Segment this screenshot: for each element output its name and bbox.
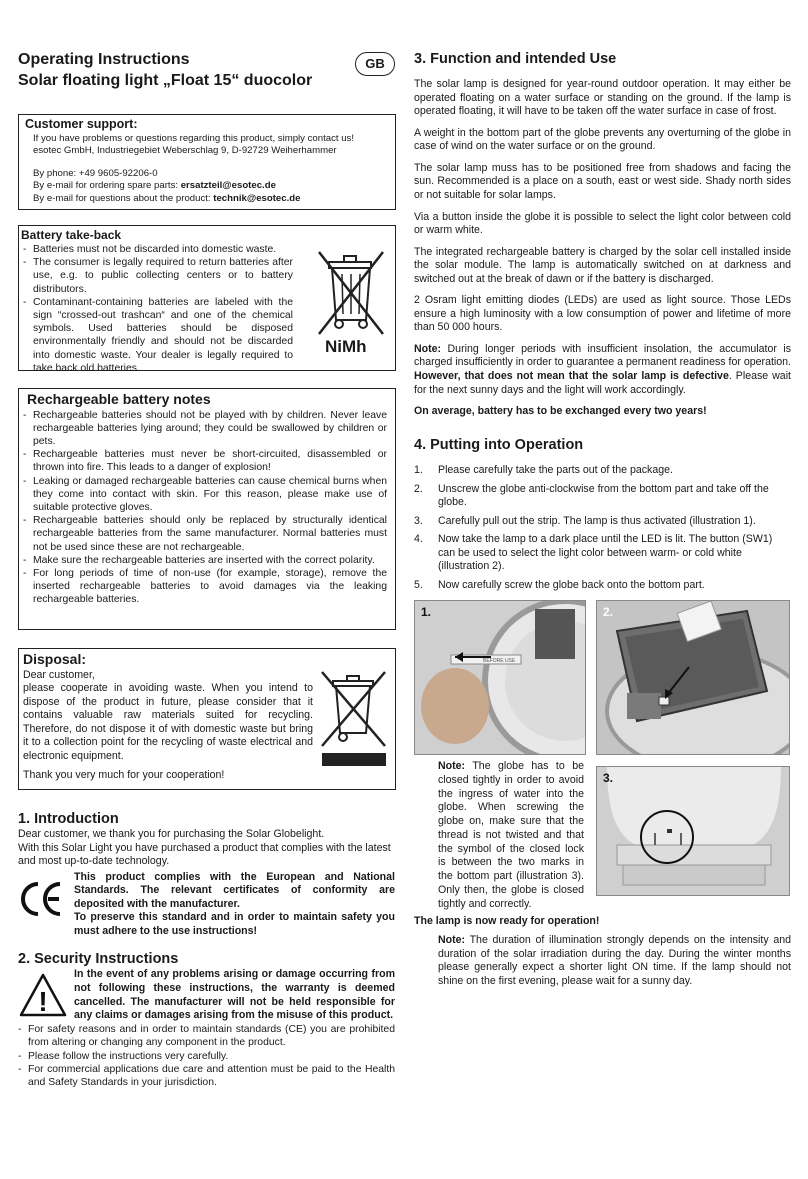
disposal-greeting: Dear customer, [23,668,95,681]
customer-support-heading: Customer support: [25,117,138,131]
email-questions-link[interactable]: technik@esotec.de [213,192,301,204]
function-paragraph: The solar lamp muss has to be positioned free from shadows and facing the sun. Recommended is a place on a south, east or west side. Shady north sides or not suitable for solar lamps. [414,161,791,201]
ce-compliance-text: This product complies with the European and National Standards. The relevant certificates of conformity are deposited with the manufacturer. [74,870,395,910]
rechargeable-heading: Rechargeable battery notes [27,391,211,407]
list-item: 2. Unscrew the globe anti-clockwise from the bottom part and take off the globe. [414,482,769,509]
support-email-questions: By e-mail for questions about the product: technik@esotec.de [33,192,301,204]
security-warning: In the event of any problems arising or damage occurring from not following these instructions, the warranty is deemed cancelled. The manufacturer will not be held responsible for any claims or damages arising from the misuse of this product. [74,968,395,1022]
list-item: - Contaminant-containing batteries are labeled with the sign “crossed-out trashcan“ and one of the chemical symbols. Used batteries should be disposed environmentally friendly and should not be discarded into domestic waste. Your dealer is legally required to take back old batteries. [21,296,293,375]
rechargeable-list [21,409,387,607]
list-item: 1. Please carefully take the parts out of the package. [414,464,673,477]
globe-closing-note: Note: The globe has to be closed tightly in order to avoid the ingress of water into the globe. When screwing the globe on, make sure that the thread is not twisted and that the symbol of the closed lock is between the two marks in the bottom part (illustration 3). Only then, the globe is closed tightly and correctly. [438,760,584,910]
list-item: - Leaking or damaged rechargeable batteries can cause chemical burns when they come into contact with skin. For this reason, please make use of suitable protective gloves. [21,475,387,515]
introduction-p2: With this Solar Light you have purchased a product that complies with the latest and most up-to-date technology. [18,841,391,868]
svg-text:!: ! [38,986,48,1018]
list-item: 5. Now carefully screw the globe back onto the bottom part. [414,578,705,591]
function-section [414,50,791,419]
list-item: - For long periods of time of non-use (for example, storage), remove the inserted rechargeable batteries to avoid damages via the leaking rechargeable batteries. [21,567,387,607]
title-line-1: Operating Instructions [18,51,190,68]
list-item: - For commercial applications due care and attention must be paid to the Health and Safety Standards in your jurisdiction. [16,1063,395,1089]
list-item: 4. Now take the lamp to a dark place until the LED is lit. The button (SW1) can be used to select the light color between warm- or cold white (illustration 2). [414,533,773,573]
disposal-body: please cooperate in avoiding waste. When you intend to dispose of the product in future, please consider that it contains valuable raw materials suited for recycling. Therefore, do not dispose it of with domestic waste but bring it to a collection point for the recycling of waste electrical and electronic equipment. [23,682,313,762]
illustration-1 [414,600,586,755]
illustration-3 [596,766,790,896]
function-paragraph: The solar lamp is designed for year-round outdoor operation. It may either be operated floating on a water surface or standing on the ground. If the lamp is operated floating, it will have to be taken off the water surface in case of frost. [414,78,791,118]
security-heading: 2. Security Instructions [18,951,179,967]
list-item: - Rechargeable batteries should only be replaced by structurally identical rechargeable batteries from the same manufacturer. Normal batteries must not be used since these are not rechargeable. [21,514,387,554]
svg-text:BEFORE USE: BEFORE USE [483,658,516,664]
operation-heading: 4. Putting into Operation [414,437,584,453]
illustration-2 [596,600,790,755]
rechargeable-notes-box [18,388,396,630]
ready-statement: The lamp is now ready for operation! [414,915,600,927]
title-line-2: Solar floating light „Float 15“ duocolor [18,71,313,89]
operation-section [414,436,791,598]
warning-icon [18,972,68,1018]
illumination-note: Note: The duration of illumination strongly depends on the intensity and duration of the solar irradiation during the day. During the winter months please generally expect a shorter light ON time. If the lamp should not shine on the first evening, please wait for a sunny day. [438,934,791,987]
support-email-parts: By e-mail for ordering spare parts: ersatzteil@esotec.de [33,180,276,192]
list-item: - Rechargeable batteries should not be played with by children. Never leave rechargeable batteries lying around; they could be swallowed by children or pets. [21,409,387,449]
disposal-thanks: Thank you very much for your cooperation! [23,769,225,782]
illustration-2-label: 2. [603,605,614,619]
introduction-heading: 1. Introduction [18,811,119,827]
customer-support-box [18,114,396,210]
function-paragraph: 2 Osram light emitting diodes (LEDs) are used as light source. Those LEDs ensure a high luminosity with a low consumption of power and lifetime of more than 50 000 hours. [414,294,791,334]
battery-takeback-heading: Battery take-back [21,228,122,242]
battery-exchange-note: On average, battery has to be exchanged every two years! [414,405,707,418]
disposal-box [18,648,396,790]
operation-steps [414,464,791,592]
list-item: - Please follow the instructions very carefully. [16,1050,395,1063]
document-title [18,50,358,92]
crossed-trashcan-icon [315,248,387,338]
list-item: - Batteries must not be discarded into domestic waste. [21,243,293,256]
list-item: - The consumer is legally required to return batteries after use, e.g. to public collecting centers or to battery distributors. [21,256,293,296]
list-item: 3. Carefully pull out the strip. The lamp is thus activated (illustration 1). [414,514,756,527]
language-badge: GB [355,52,395,76]
battery-takeback-box [18,225,396,374]
nimh-label: NiMh [325,337,367,356]
support-address: esotec GmbH, Industriegebiet Weberschlag 9, D-92729 Weiherhammer [33,145,337,157]
illustration-3-label: 3. [603,771,614,785]
list-item: - Rechargeable batteries must never be short-circuited, disassembled or thrown into fire. This leads to a danger of explosion! [21,448,387,474]
list-item: - Make sure the rechargeable batteries are inserted with the correct polarity. [21,554,387,567]
support-intro: If you have problems or questions regarding this product, simply contact us! [33,132,355,144]
function-heading: 3. Function and intended Use [414,51,617,67]
weee-bar [322,753,386,766]
security-list [16,1023,395,1089]
introduction-section [18,810,395,938]
function-note: Note: During longer periods with insufficient insolation, the accumulator is charged insufficiently in order to guarantee a permanent readiness for operation. However, that does not mean that the solar lamp is defective. Please wait for the next sunny days and the light will work accordingly. [414,342,792,396]
list-item: - For safety reasons and in order to maintain standards (CE) you are prohibited from altering or changing any component in the product. [16,1023,395,1049]
function-paragraph: Via a button inside the globe it is possible to select the light color between cold or warm white. [414,210,791,237]
email-parts-link[interactable]: ersatzteil@esotec.de [180,180,276,192]
function-paragraph: A weight in the bottom part of the globe prevents any overturning of the globe in case of wind on the water surface or on the ground. [414,126,791,153]
battery-takeback-list [21,243,293,375]
disposal-heading: Disposal: [23,651,87,667]
support-phone: By phone: +49 9605-92206-0 [33,167,158,179]
function-paragraph: The integrated rechargeable battery is charged by the solar cell installed inside the solar module. The lamp is automatically switched on at darkness and switched out at the break of dawn or if the battery is discharged. [414,245,791,285]
introduction-p1: Dear customer, we thank you for purchasing the Solar Globelight. [18,828,325,841]
ce-mark-icon [18,879,64,919]
ce-safety-text: To preserve this standard and in order to maintain safety you must adhere to the use instructions! [74,911,395,937]
security-section [18,950,395,1089]
weee-trashcan-icon [319,669,389,749]
illustration-1-label: 1. [421,605,432,619]
